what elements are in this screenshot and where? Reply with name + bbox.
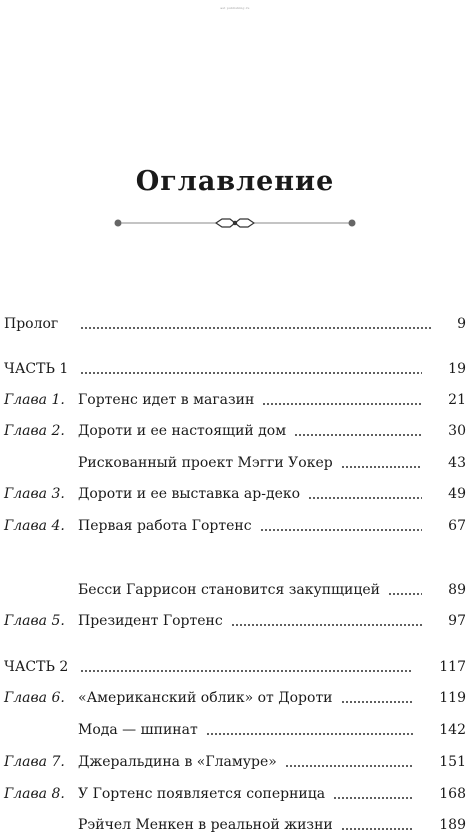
page-number: 117 bbox=[439, 659, 466, 675]
dot-leader bbox=[80, 327, 431, 329]
dot-leader bbox=[285, 765, 413, 767]
dot-leader bbox=[388, 593, 422, 595]
toc-entry[interactable] bbox=[4, 611, 466, 631]
page-number: 168 bbox=[439, 786, 466, 802]
chapter-label: Глава 3. bbox=[4, 486, 65, 502]
part-label: ЧАСТЬ 2 bbox=[4, 659, 69, 675]
chapter-label: Глава 4. bbox=[4, 518, 65, 534]
page-number: 21 bbox=[448, 392, 466, 408]
page-number: 189 bbox=[439, 817, 466, 833]
dot-leader bbox=[80, 670, 413, 672]
toc-entry[interactable] bbox=[4, 720, 466, 740]
entry-title: Дороти и ее выставка ар-деко bbox=[78, 486, 301, 502]
entry-title: У Гортенс появляется соперница bbox=[78, 786, 326, 802]
toc-entry[interactable] bbox=[4, 815, 466, 835]
dot-leader bbox=[260, 529, 423, 531]
dot-leader bbox=[341, 828, 414, 830]
chapter-label: Глава 6. bbox=[4, 690, 65, 706]
entry-title: Рискованный проект Мэгги Уокер bbox=[78, 455, 333, 471]
toc-entry[interactable] bbox=[4, 580, 466, 600]
page-number: 151 bbox=[439, 754, 466, 770]
entry-title: Дороти и ее настоящий дом bbox=[78, 423, 287, 439]
entry-title: «Американский облик» от Дороти bbox=[78, 690, 333, 706]
page-number: 97 bbox=[448, 613, 466, 629]
dot-leader bbox=[206, 733, 414, 735]
part-label: ЧАСТЬ 1 bbox=[4, 361, 69, 377]
dot-leader bbox=[341, 701, 414, 703]
chapter-label: Глава 7. bbox=[4, 754, 65, 770]
toc-entry[interactable] bbox=[4, 784, 466, 804]
toc-entry[interactable] bbox=[4, 453, 466, 473]
page-number: 119 bbox=[439, 690, 466, 706]
entry-title: Бесси Гаррисон становится закупщицей bbox=[78, 582, 380, 598]
dot-leader bbox=[308, 497, 422, 499]
dot-leader bbox=[333, 797, 413, 799]
dot-leader bbox=[294, 434, 422, 436]
toc-entry[interactable] bbox=[4, 359, 466, 379]
chapter-label: Глава 2. bbox=[4, 423, 65, 439]
entry-title: Гортенс идет в магазин bbox=[78, 392, 255, 408]
page-number: 49 bbox=[448, 486, 466, 502]
entry-title: Президент Гортенс bbox=[78, 613, 223, 629]
entry-title: Первая работа Гортенс bbox=[78, 518, 252, 534]
header-mark: ast publishing.ru bbox=[220, 6, 250, 10]
entry-title: Джеральдина в «Гламуре» bbox=[78, 754, 277, 770]
dot-leader bbox=[262, 403, 422, 405]
chapter-label: Глава 8. bbox=[4, 786, 65, 802]
toc-entry[interactable] bbox=[4, 688, 466, 708]
toc-entry[interactable] bbox=[4, 516, 466, 536]
toc-entry[interactable] bbox=[4, 314, 466, 334]
page-number: 43 bbox=[448, 455, 466, 471]
page-number: 19 bbox=[448, 361, 466, 377]
page-title: Оглавление bbox=[135, 166, 335, 197]
toc-entry[interactable] bbox=[4, 421, 466, 441]
toc-entry[interactable] bbox=[4, 752, 466, 772]
page-number: 9 bbox=[457, 316, 466, 332]
entry-title: Рэйчел Менкен в реальной жизни bbox=[78, 817, 333, 833]
dot-leader bbox=[231, 624, 422, 626]
dot-leader bbox=[80, 372, 422, 374]
decorative-divider bbox=[112, 213, 358, 233]
page-number: 67 bbox=[448, 518, 466, 534]
dot-leader bbox=[341, 466, 422, 468]
chapter-label: Глава 5. bbox=[4, 613, 65, 629]
page-number: 142 bbox=[439, 722, 466, 738]
toc-entry[interactable] bbox=[4, 484, 466, 504]
page-number: 30 bbox=[448, 423, 466, 439]
toc-entry[interactable] bbox=[4, 390, 466, 410]
entry-title: Мода — шпинат bbox=[78, 722, 198, 738]
chapter-label: Глава 1. bbox=[4, 392, 65, 408]
page-number: 89 bbox=[448, 582, 466, 598]
part-label: Пролог bbox=[4, 316, 59, 332]
toc-entry[interactable] bbox=[4, 657, 466, 677]
